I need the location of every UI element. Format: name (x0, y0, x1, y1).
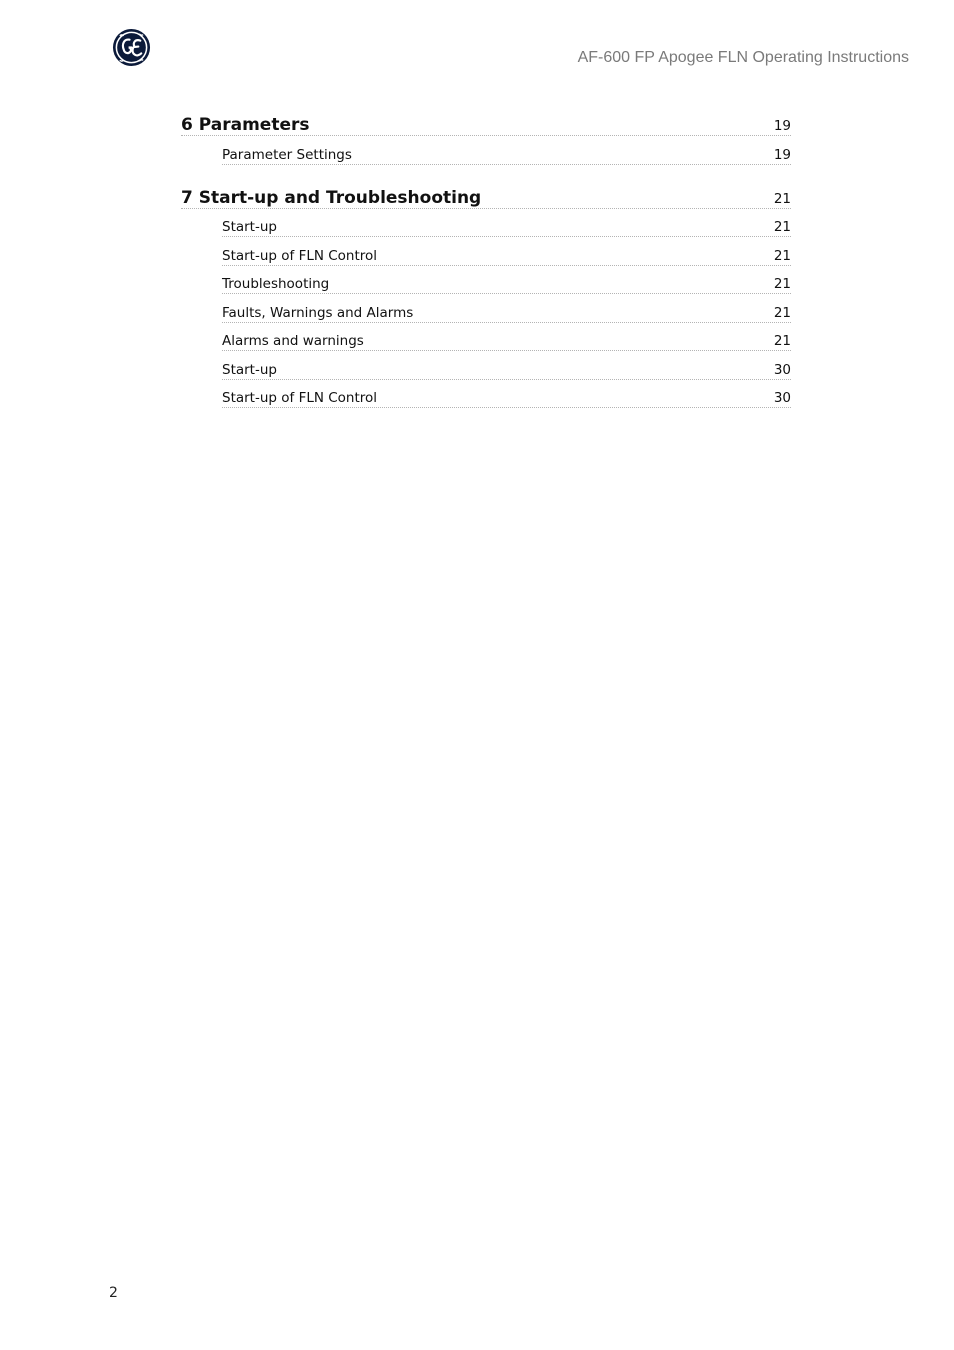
ge-logo (112, 28, 151, 67)
toc-page-number: 30 (773, 390, 791, 406)
toc-page-number: 21 (773, 304, 791, 321)
toc-entry-title: Faults, Warnings and Alarms (222, 304, 414, 321)
toc-page-number: 19 (773, 146, 791, 163)
toc-entry-title: Start-up (222, 219, 277, 235)
toc-chapter-title: 7 Start-up and Troubleshooting (181, 187, 482, 208)
toc-entry[interactable] (222, 298, 791, 323)
toc-chapter (181, 185, 791, 409)
toc-entry[interactable] (222, 241, 791, 266)
toc-entry-title: Start-up (222, 361, 277, 378)
toc-page-number: 19 (773, 118, 791, 134)
toc-entry[interactable] (222, 355, 791, 380)
toc-entry[interactable] (222, 140, 791, 165)
toc-page-number: 21 (773, 247, 791, 264)
toc-chapter-heading[interactable] (181, 185, 791, 209)
page-number: 2 (109, 1285, 118, 1301)
toc-entry[interactable] (222, 327, 791, 352)
document-title: AF-600 FP Apogee FLN Operating Instructions (577, 49, 909, 66)
toc-page-number: 21 (773, 333, 791, 349)
toc-entry-title: Parameter Settings (222, 146, 352, 163)
toc-entry[interactable] (222, 384, 791, 409)
toc-page-number: 21 (773, 276, 791, 292)
toc-entry[interactable] (222, 270, 791, 295)
toc-chapter (181, 112, 791, 165)
toc-entry-title: Start-up of FLN Control (222, 390, 378, 406)
table-of-contents (181, 112, 791, 428)
toc-page-number: 30 (773, 361, 791, 378)
ge-logo-icon (112, 28, 151, 67)
toc-chapter-heading[interactable] (181, 112, 791, 136)
toc-entry[interactable] (222, 213, 791, 238)
toc-entry-title: Start-up of FLN Control (222, 247, 378, 264)
toc-entry-title: Troubleshooting (222, 276, 330, 292)
toc-page-number: 21 (773, 190, 791, 207)
toc-page-number: 21 (773, 219, 791, 235)
toc-chapter-title: 6 Parameters (181, 115, 310, 135)
toc-entry-title: Alarms and warnings (222, 333, 364, 349)
